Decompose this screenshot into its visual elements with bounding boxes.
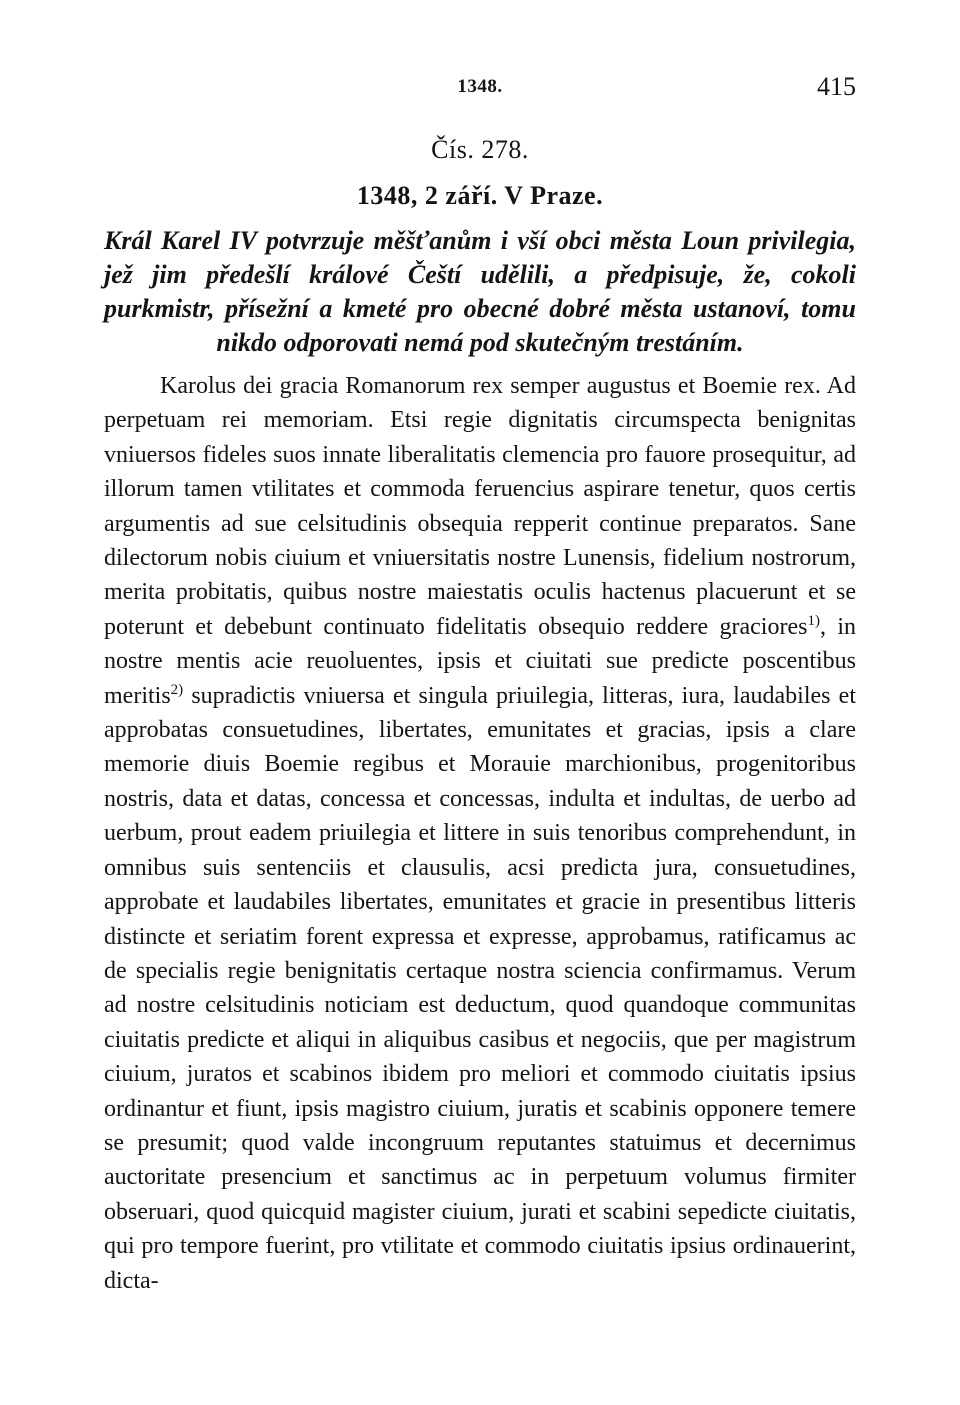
- charter-text-part-2: , in nostre mentis acie reuoluentes, ipsis et ciuitati sue predicte poscentibus meritis: [104, 613, 856, 709]
- footnote-marker-1: 1): [807, 612, 820, 629]
- footnote-marker-2: 2): [170, 681, 184, 698]
- document-date-place: 1348, 2 září. V Praze.: [356, 181, 604, 210]
- footnote-number-1: 1: [807, 612, 815, 629]
- czech-summary: Král Karel IV potvrzuje měšťanům i vší obci města Loun privilegia, jež jim předešlí králové Čeští udělili, a předpisuje, že, cokoli purkmistr, přísežní a kmeté pro obecné dobré města ustanoví, tomu nikdo odporovati nemá pod skutečným trestáním.: [104, 226, 856, 357]
- charter-text-part-3: supradictis vniuersa et singula priuilegia, litteras, iura, laudabiles et approbatas consuetudines, libertates, emunitates et gracias, ipsis a clare memorie diuis Boemie regibus et Morauie marchionibus, progenitoribus nostris, data et datas, concessa et concessas, indulta et indultas, de uerbo ad uerbum, prout eadem priuilegia et littere in suis tenoribus comprehendunt, in omnibus suis sentenciis et clausulis, acsi predicta jura, consuetudines, approbate et laudabiles libertates, emunitates et gracie in presentibus litteris distincte et seriatim forent expressa et expresse, approbamus, ratificamus ac de specialis regie benignitatis certaque nostra sciencia confirmamus. Verum ad nostre celsitudinis noticiam est deductum, quod quandoque communitas ciuitatis predicte et aliqui in aliquibus casibus et negociis, que per magistrum ciuium, juratos et scabinos ibidem pro meliori et commodo ciuitatis ipsius ordinantur et fiunt, ipsis magistro ciuium, juratis et scabinis opponere temere se presumit; quod valde incongruum reputantes statuimus et decernimus auctoritate presencium et sanctimus ac in perpetuum volumus firmiter obseruari, quod quicquid magister ciuium, jurati et scabini sepedicte ciuitatis, qui pro tempore fuerint, pro vtilitate et commodo ciuitatis ipsius ordinauerint, dicta-: [104, 682, 856, 1294]
- running-header-year: 1348.: [457, 76, 503, 97]
- page-number: 415: [817, 72, 856, 101]
- footnote-number-2: 2: [170, 681, 179, 698]
- document-number: Čís. 278.: [431, 135, 529, 164]
- latin-charter-text: [104, 369, 856, 1369]
- charter-text-part-1: Karolus dei gracia Romanorum rex semper augustus et Boemie rex. Ad perpetuam rei memoriam. Etsi regie dignitatis circumspecta benignitas vniuersos fideles suos innate liberalitatis clemencia pro fauore prosequitur, ad illorum tamen vtilitates et commoda feruencius aspirare tenetur, quos certis argumentis ad sue celsitudinis obsequia repperit continue preparatos. Sane dilectorum nobis ciuium et vniuersitatis nostre Lunensis, fidelium nostrorum, merita probitatis, quibus nostre maiestatis oculis hactenus placuerunt et se poterunt et debebunt continuato fidelitatis obsequio reddere graciores: [104, 373, 856, 640]
